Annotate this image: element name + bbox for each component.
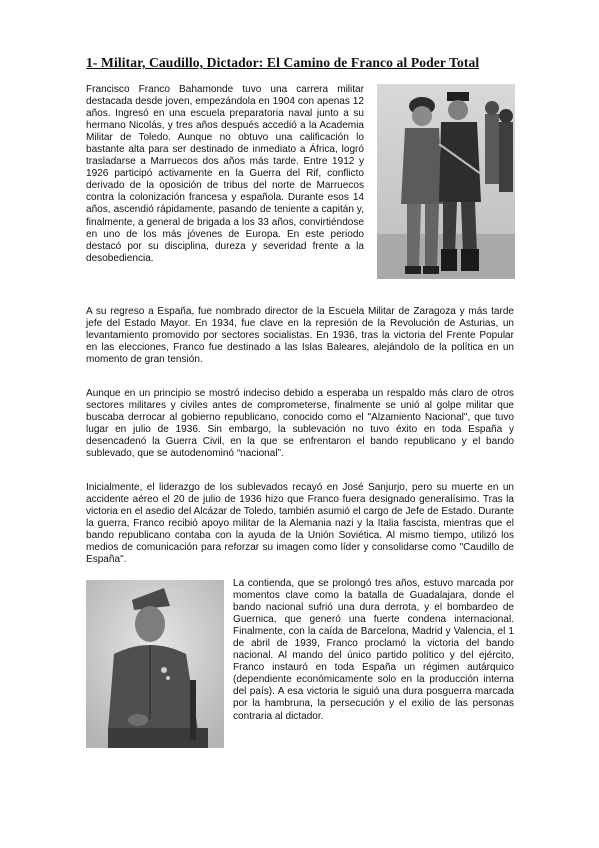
paragraph-leadership: Inicialmente, el liderazgo de los sublevados recayó en José Sanjurjo, pero su muerte en un accidente aéreo el 20 de julio de 1936 hizo que Franco fuera designado generalísimo. Tras la victoria en el asedio del Alcázar de Toledo, también asumió el cargo de Jefe de Estado. Durante la guerra, Franco recibió apoyo militar de la Alemania nazi y la Italia fascista, mientras que el bando republicano contaba con la ayuda de la Unión Soviética. Al mismo tiempo, utilizó los medios de comunicación para reforzar su imagen como líder y consolidarse como "Caudillo de España". (86, 482, 514, 566)
portrait-photo (86, 580, 224, 748)
officers-photo (377, 84, 515, 279)
page-title: 1- Militar, Caudillo, Dictador: El Camino de Franco al Poder Total (86, 55, 480, 70)
officers-photo-image (377, 84, 515, 279)
paragraph-early-career: Francisco Franco Bahamonde tuvo una carrera militar destacada desde joven, empezándola en 1904 con apenas 12 años. Ingresó en una escuela preparatoria naval junto a su hermano Nicolás, y tres años después accedió a la Academia Militar de Toledo. Aunque no obtuvo una calificación lo bastante alta para ser destinado de inmediato a África, logró trasladarse a Marruecos dos años más tarde. Entre 1912 y 1926 participó activamente en la Guerra del Rif, conflicto derivado de la oposición de tribus del norte de Marruecos contra la colonización francesa y española. Durante esos 14 años, ascendió rápidamente, pasando de teniente a capitán y, finalmente, a general de brigada a los 33 años, convirtiéndose en uno de los más jóvenes de Europa. En este periodo destacó por su disciplina, dureza y severidad frente a la desobediencia. (86, 84, 364, 264)
portrait-photo-image (86, 580, 224, 748)
paragraph-civil-war: La contienda, que se prolongó tres años, estuvo marcada por momentos clave como la batalla de Guadalajara, donde el bando nacional sufrió una dura derrota, y el bombardeo de Guernica, que generó una fuerte condena internacional. Finalmente, con la caída de Barcelona, Madrid y Valencia, el 1 de abril de 1939, Franco proclamó la victoria del bando nacional. Al mando del único partido político y del ejército, Franco instauró en toda España un régimen autárquico (dependiente económicamente solo en la producción interna del país). A esa victoria le siguió una dura posguerra marcada por la hambruna, la persecución y el exilio de las personas contraria al dictador. (233, 578, 514, 722)
paragraph-coup: Aunque en un principio se mostró indeciso debido a esperaba un respaldo más claro de otros sectores militares y civiles antes de comprometerse, finalmente se unió al golpe militar que buscaba derrocar al gobierno republicano, conocido como el "Alzamiento Nacional", que tuvo lugar en julio de 1936. Sin embargo, la sublevación no tuvo éxito en toda España y desencadenó la Guerra Civil, en la que se enfrentaron el bando republicano y el bando sublevado, que se autodenominó “nacional”. (86, 388, 514, 460)
paragraph-return-to-spain: A su regreso a España, fue nombrado director de la Escuela Militar de Zaragoza y más tarde jefe del Estado Mayor. En 1934, fue clave en la represión de la Revolución de Asturias, un levantamiento promovido por sectores socialistas. En 1936, tras la victoria del Frente Popular en las elecciones, Franco fue destinado a las Islas Baleares, alejándolo de la política en un momento de gran tensión. (86, 306, 514, 366)
